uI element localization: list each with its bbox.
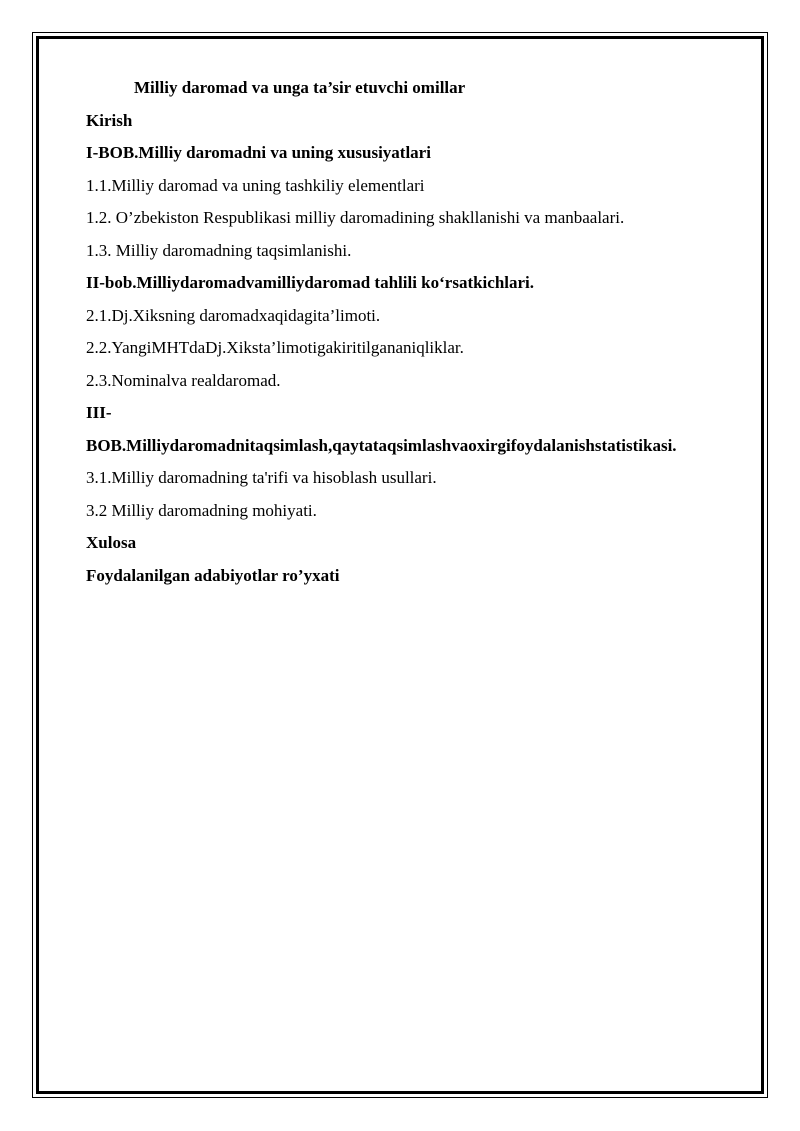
toc-item-1-1: 1.1.Milliy daromad va uning tashkiliy elementlari bbox=[86, 175, 425, 195]
toc-item-1-2: 1.2. O’zbekiston Respublikasi milliy daromadining shakllanishi va manbaalari. bbox=[86, 208, 625, 227]
toc-chapter-1-heading: I-BOB.Milliy daromadni va uning xususiyatlari bbox=[86, 143, 431, 162]
document-body bbox=[86, 72, 756, 592]
toc-item-3-1: 3.1.Milliy daromadning ta'rifi va hisoblash usullari. bbox=[86, 468, 437, 487]
document-title: Milliy daromad va unga ta’sir etuvchi omillar bbox=[134, 78, 466, 97]
toc-item-xulosa: Xulosa bbox=[86, 533, 137, 552]
toc-item-references: Foydalanilgan adabiyotlar ro’yxati bbox=[86, 565, 340, 585]
toc-chapter-3-heading-prefix: III- bbox=[86, 403, 112, 422]
toc-item-1-3: 1.3. Milliy daromadning taqsimlanishi. bbox=[86, 240, 352, 260]
toc-item-2-3: 2.3.Nominalva realdaromad. bbox=[86, 370, 281, 390]
toc-item-2-1: 2.1.Dj.Xiksning daromadxaqidagita’limoti. bbox=[86, 305, 381, 325]
toc-chapter-2-heading: II-bob.Milliydaromadvamilliydaromad tahlili ko‘rsatkichlari. bbox=[86, 273, 535, 292]
toc-item-3-2: 3.2 Milliy daromadning mohiyati. bbox=[86, 500, 317, 520]
toc-chapter-3-heading: BOB.Milliydaromadnitaqsimlash,qaytataqsimlashvaoxirgifoydalanishstatistikasi. bbox=[86, 435, 677, 455]
toc-item-kirish: Kirish bbox=[86, 110, 133, 130]
toc-item-2-2: 2.2.YangiMHTdaDj.Xiksta’limotigakiritilgananiqliklar. bbox=[86, 338, 464, 357]
